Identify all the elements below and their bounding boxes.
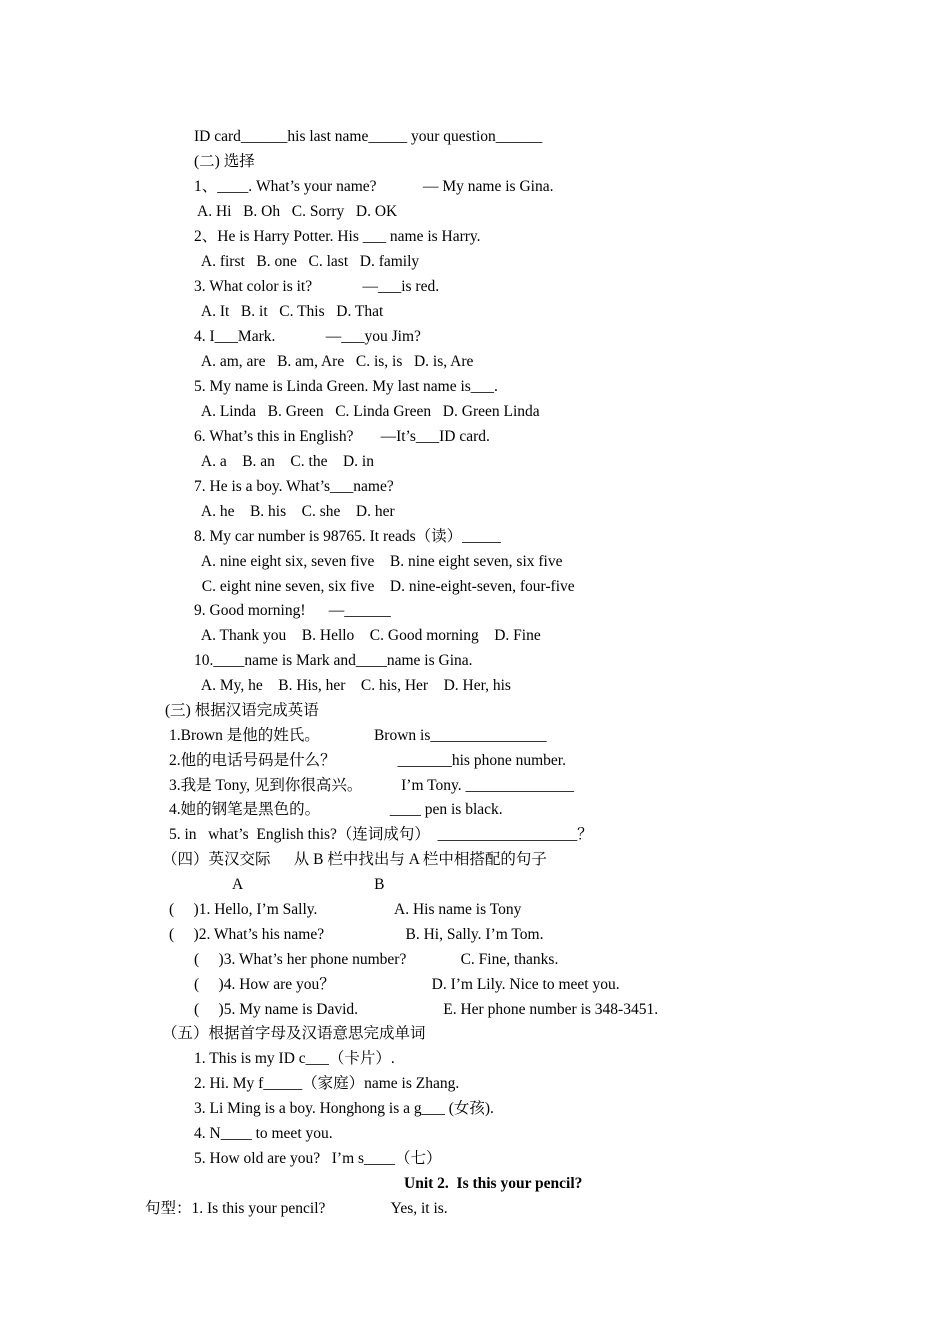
translation-line: 5. in what’s English this?（连词成句） __________________？ <box>169 826 593 843</box>
match-line: ( )4. How are you？ D. I’m Lily. Nice to meet you. <box>194 976 620 993</box>
options-line: A. nine eight six, seven five B. nine eight seven, six five <box>194 553 563 570</box>
question-line: 2、He is Harry Potter. His ___ name is Harry. <box>194 228 481 245</box>
options-line: A. am, are B. am, Are C. is, is D. is, Are <box>194 353 474 370</box>
section-heading: (二) 选择 <box>194 153 255 170</box>
translation-line: 1.Brown 是他的姓氏。 Brown is_______________ <box>169 727 547 744</box>
options-line: A. a B. an C. the D. in <box>194 453 374 470</box>
question-line: 6. What’s this in English? —It’s___ID card. <box>194 428 490 445</box>
options-line: A. Thank you B. Hello C. Good morning D. Fine <box>194 627 541 644</box>
word-line: 4. N____ to meet you. <box>194 1125 333 1142</box>
word-line: 2. Hi. My f_____（家庭）name is Zhang. <box>194 1075 460 1092</box>
section-heading: （四）英汉交际 从 B 栏中找出与 A 栏中相搭配的句子 <box>162 851 547 868</box>
question-line: 5. My name is Linda Green. My last name is___. <box>194 378 498 395</box>
options-line: A. My, he B. His, her C. his, Her D. Her, his <box>194 677 511 694</box>
question-line: 9. Good morning! —______ <box>194 602 391 619</box>
options-line: A. Hi B. Oh C. Sorry D. OK <box>194 203 398 220</box>
translation-line: 2.他的电话号码是什么？ _______his phone number. <box>169 752 566 769</box>
question-line: 10.____name is Mark and____name is Gina. <box>194 652 473 669</box>
question-line: 3. What color is it? —___is red. <box>194 278 440 295</box>
vocab-line: ID card______his last name_____ your question______ <box>194 128 543 145</box>
word-line: 1. This is my ID c___（卡片）. <box>194 1050 395 1067</box>
match-line: ( )5. My name is David. E. Her phone number is 348-3451. <box>194 1001 659 1018</box>
section-heading: （五）根据首字母及汉语意思完成单词 <box>162 1025 426 1042</box>
question-line: 7. He is a boy. What’s___name? <box>194 478 394 495</box>
options-line: A. It B. it C. This D. That <box>194 303 384 320</box>
match-line: ( )3. What’s her phone number? C. Fine, thanks. <box>194 951 559 968</box>
sentence-pattern-line: 句型：1. Is this your pencil? Yes, it is. <box>145 1200 448 1217</box>
question-line: 8. My car number is 98765. It reads（读）_____ <box>194 528 501 545</box>
options-line: C. eight nine seven, six five D. nine-eight-seven, four-five <box>194 578 575 595</box>
question-line: 1、____. What’s your name? — My name is Gina. <box>194 178 554 195</box>
translation-line: 4.她的钢笔是黑色的。 ____ pen is black. <box>169 801 503 818</box>
column-headers: A B <box>232 876 385 893</box>
word-line: 5. How old are you? I’m s____（七） <box>194 1150 442 1167</box>
unit-title: Unit 2. Is this your pencil? <box>404 1175 583 1192</box>
options-line: A. first B. one C. last D. family <box>194 253 420 270</box>
options-line: A. he B. his C. she D. her <box>194 503 395 520</box>
word-line: 3. Li Ming is a boy. Honghong is a g___ (女孩). <box>194 1100 494 1117</box>
question-line: 4. I___Mark. —___you Jim? <box>194 328 421 345</box>
section-heading: (三) 根据汉语完成英语 <box>165 702 319 719</box>
translation-line: 3.我是 Tony, 见到你很高兴。 I’m Tony. ______________ <box>169 777 574 794</box>
match-line: ( )2. What’s his name? B. Hi, Sally. I’m Tom. <box>169 926 544 943</box>
options-line: A. Linda B. Green C. Linda Green D. Green Linda <box>194 403 540 420</box>
match-line: ( )1. Hello, I’m Sally. A. His name is Tony <box>169 901 522 918</box>
